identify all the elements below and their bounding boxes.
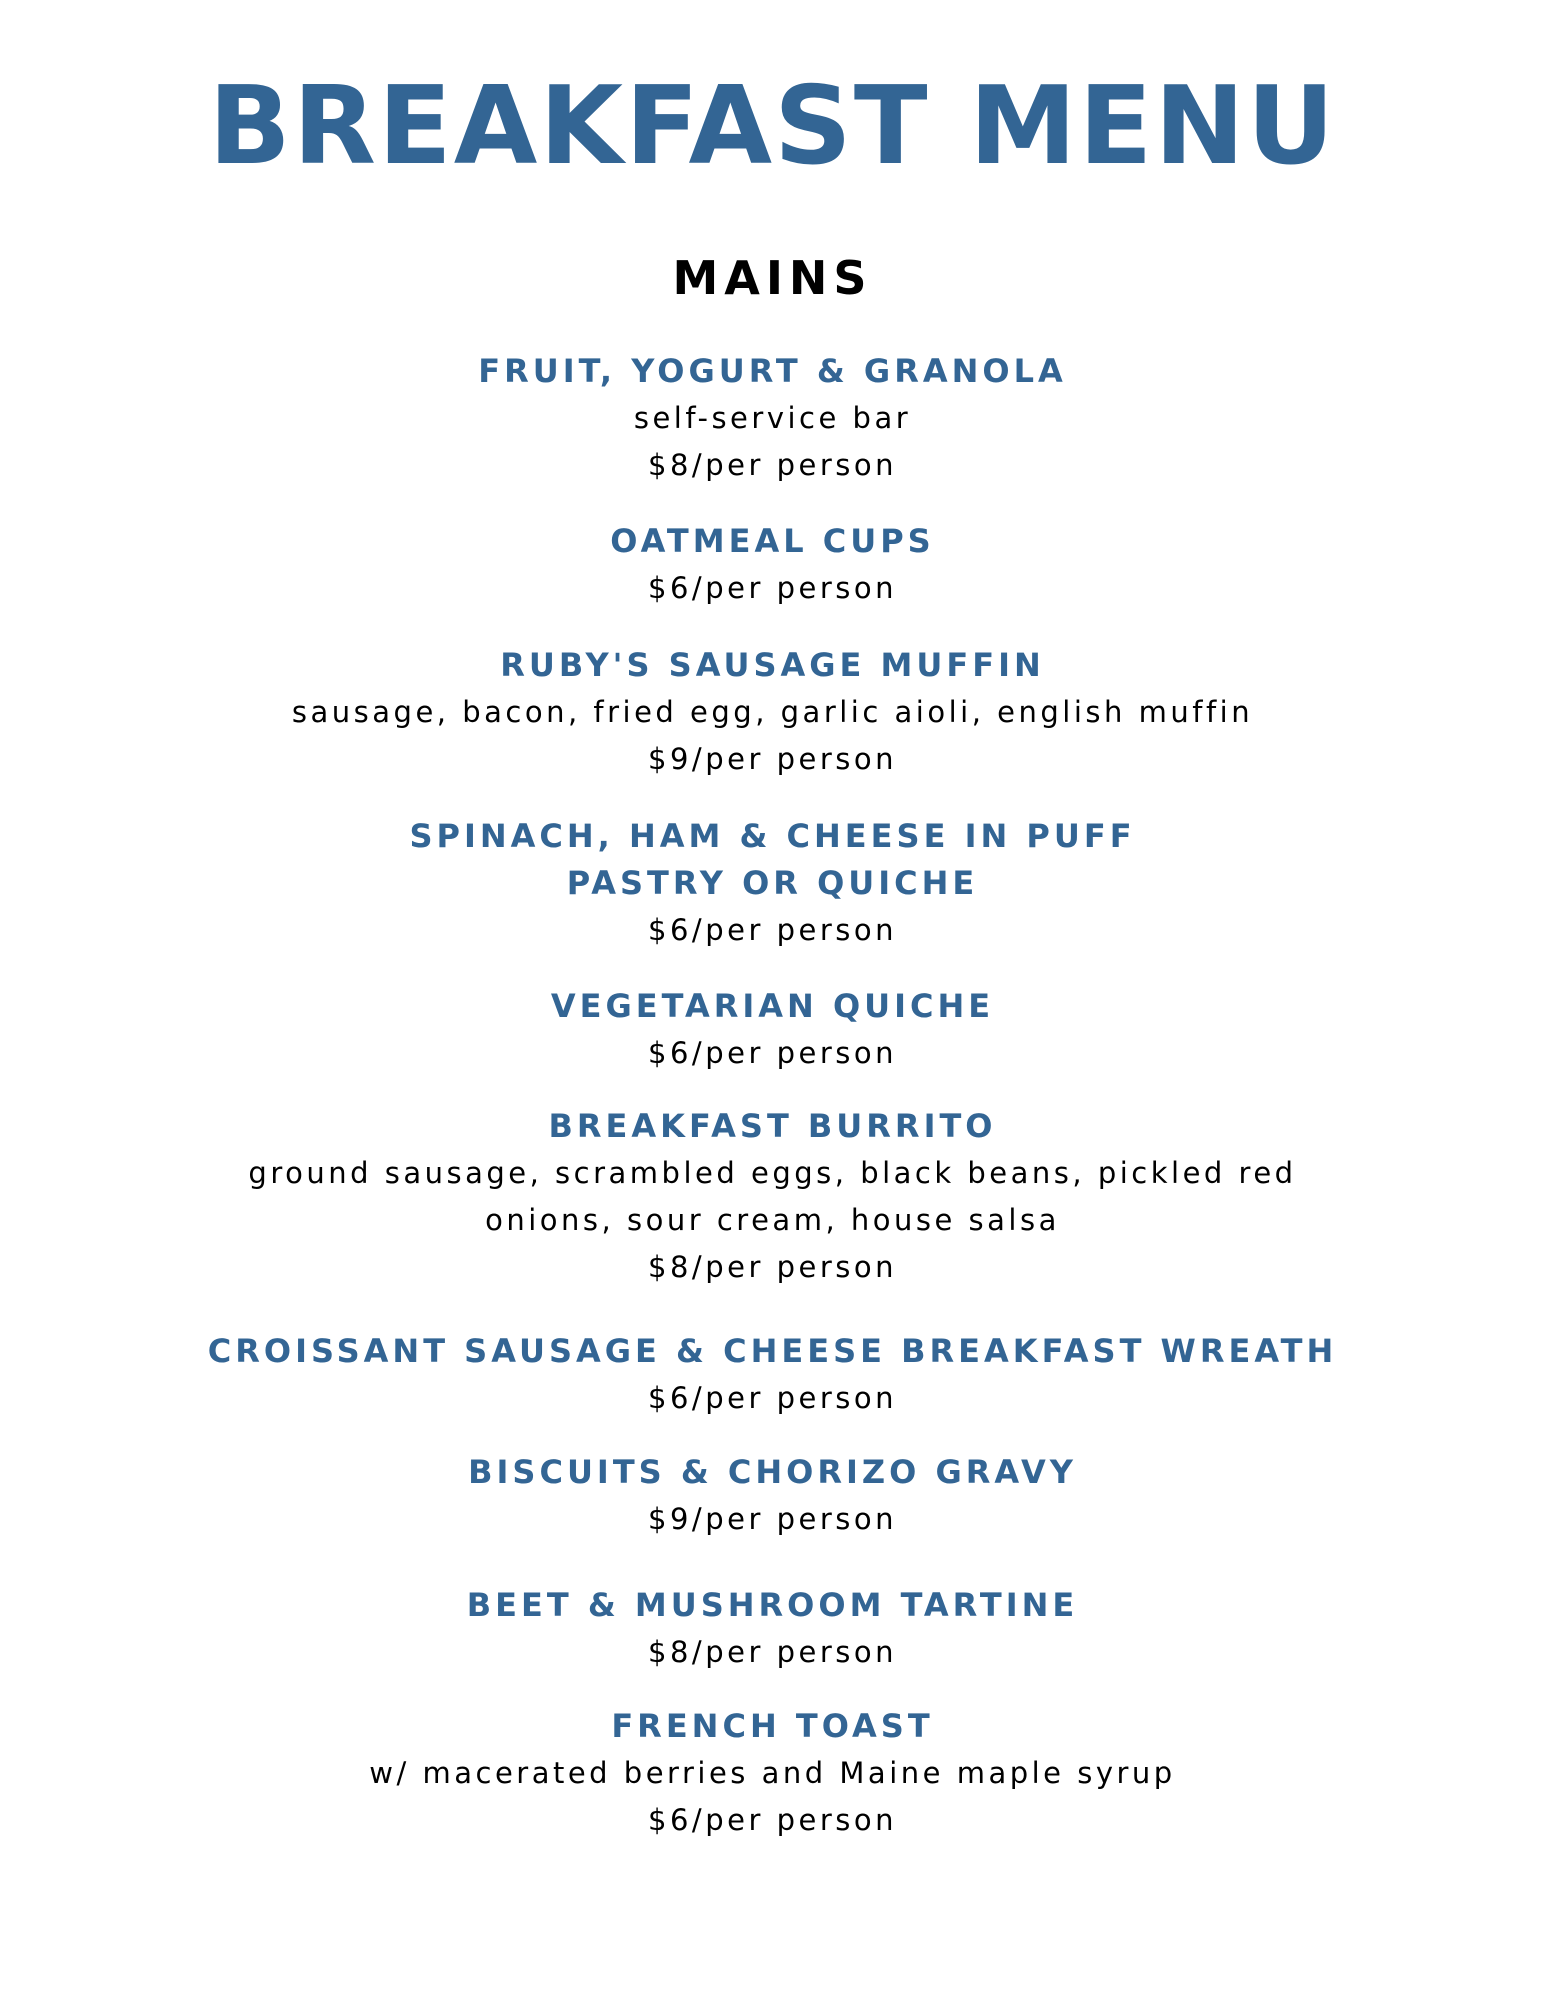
menu-item: [0, 1103, 1545, 1291]
menu-item-description: self-service bar: [633, 401, 912, 435]
menu-item-price: $6/per person: [648, 1381, 897, 1415]
menu-item-description: sausage, bacon, fried egg, garlic aioli, english muffin: [291, 695, 1254, 729]
menu-item-price: $8/per person: [648, 448, 897, 482]
menu-item-price: $6/per person: [648, 1803, 897, 1837]
menu-item: [0, 1582, 1545, 1676]
menu-item: [0, 983, 1545, 1077]
menu-title: BREAKFAST MENU: [208, 64, 1337, 189]
menu-item-name: FRENCH TOAST: [611, 1707, 934, 1745]
section-heading-mains: MAINS: [672, 251, 873, 305]
menu-item-price: $8/per person: [648, 1635, 897, 1669]
menu-item: [0, 642, 1545, 783]
menu-item-price: $6/per person: [648, 1036, 897, 1070]
menu-item-name: BREAKFAST BURRITO: [548, 1107, 997, 1145]
menu-item-price: $9/per person: [648, 1502, 897, 1536]
menu-item-price: $8/per person: [648, 1250, 897, 1284]
menu-item-description: ground sausage, scrambled eggs, black beans, pickled red onions, sour cream, house salsa: [248, 1156, 1297, 1237]
menu-item-description: w/ macerated berries and Maine maple syrup: [369, 1756, 1176, 1790]
menu-item: [0, 813, 1545, 954]
menu-item: [0, 1703, 1545, 1844]
menu-item-name: CROISSANT SAUSAGE & CHEESE BREAKFAST WREATH: [207, 1332, 1338, 1370]
menu-item-name: FRUIT, YOGURT & GRANOLA: [478, 352, 1067, 390]
menu-item: [0, 348, 1545, 489]
menu-item-name: BISCUITS & CHORIZO GRAVY: [468, 1453, 1077, 1491]
menu-item-name: RUBY'S SAUSAGE MUFFIN: [500, 646, 1045, 684]
menu-item-name: VEGETARIAN QUICHE: [550, 987, 995, 1025]
menu-item-name: BEET & MUSHROOM TARTINE: [466, 1586, 1079, 1624]
menu-item-price: $9/per person: [648, 742, 897, 776]
menu-item: [0, 518, 1545, 612]
menu-item: [0, 1328, 1545, 1422]
menu-item-name: OATMEAL CUPS: [610, 522, 935, 560]
menu-item-price: $6/per person: [648, 571, 897, 605]
menu-item-name: SPINACH, HAM & CHEESE IN PUFF PASTRY OR QUICHE: [409, 817, 1136, 902]
menu-item-price: $6/per person: [648, 913, 897, 947]
menu-item: [0, 1449, 1545, 1543]
